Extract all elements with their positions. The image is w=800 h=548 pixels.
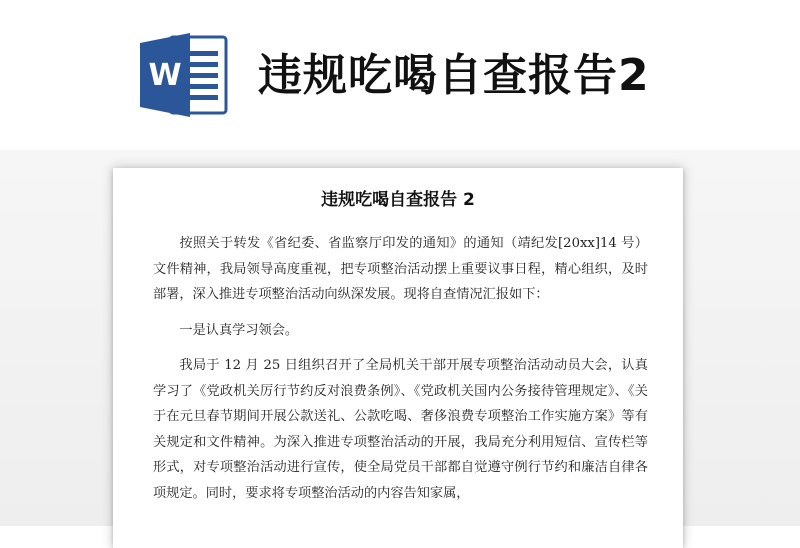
document-body (153, 231, 648, 516)
paragraph-intro: 按照关于转发《省纪委、省监察厅印发的通知》的通知（靖纪发[20xx]14 号）文件精神，我局领导高度重视，把专项整治活动摆上重要议事日程，精心组织，及时部署，深入推进专项整治活动向纵深发展。现将自查情况汇报如下： (153, 236, 648, 302)
document-page (113, 168, 683, 548)
paragraph-detail: 我局于 12 月 25 日组织召开了全局机关干部开展专项整治活动动员大会，认真学习了《党政机关厉行节约反对浪费条例》、《党政机关国内公务接待管理规定》、《关于在元旦春节期间开展公款送礼、公款吃喝、奢侈浪费专项整治工作实施方案》等有关规定和文件精神。为深入推进专项整治活动的开展，我局充分利用短信、宣传栏等形式，对专项整治活动进行宣传，使全局党员干部都自觉遵守例行节约和廉洁自律各项规定。同时，要求将专项整治活动的内容告知家属， (153, 358, 648, 501)
word-icon-letter: W (148, 58, 182, 93)
document-title: 违规吃喝自查报告 2 (321, 190, 475, 210)
paragraph-heading-1: 一是认真学习领会。 (179, 322, 299, 338)
banner-title: 违规吃喝自查报告2 (258, 50, 650, 101)
word-document-icon (140, 33, 228, 117)
banner (0, 0, 800, 150)
